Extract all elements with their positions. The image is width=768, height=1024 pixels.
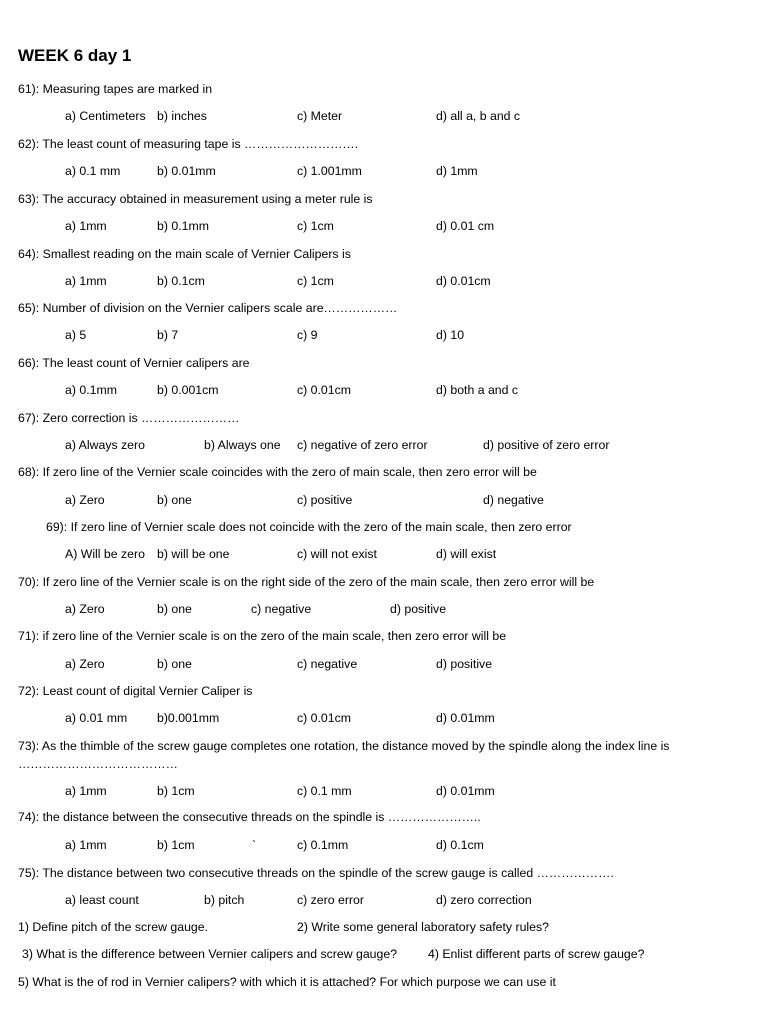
answer-option: b) 0.01mm — [157, 164, 216, 178]
answer-option: c) 9 — [297, 328, 318, 342]
answer-option: a) 1mm — [65, 838, 107, 852]
answer-option: c) 1cm — [297, 219, 334, 233]
short-question-5: 5) What is the of rod in Vernier calipers? with which it is attached? For which purpose we can use it — [18, 975, 556, 989]
question-67 — [18, 409, 753, 427]
answer-option: b) 7 — [157, 328, 179, 342]
page-title: WEEK 6 day 1 — [18, 46, 132, 65]
question-number: 64) — [18, 247, 36, 261]
question-66 — [18, 354, 753, 372]
answer-option: d) 0.1cm — [436, 838, 484, 852]
answer-option: b) 0.001cm — [157, 383, 219, 397]
answer-option: a) Zero — [65, 602, 105, 616]
answer-option: b) inches — [157, 109, 207, 123]
answer-option: a) Always zero — [65, 438, 145, 452]
question-text: : the distance between the consecutive threads on the spindle is ………………….. — [35, 810, 481, 824]
answer-option: c) negative — [251, 602, 312, 616]
question-text: : Number of division on the Vernier calipers scale are……………… — [35, 301, 398, 315]
answer-option: a) 5 — [65, 328, 87, 342]
answer-option: a) Centimeters — [65, 109, 146, 123]
question-text: : Zero correction is …………………… — [35, 411, 240, 425]
answer-option: c) will not exist — [297, 547, 377, 561]
question-text: : Smallest reading on the main scale of Vernier Calipers is — [35, 247, 351, 261]
question-68 — [18, 463, 753, 481]
answer-option: a) 1mm — [65, 219, 107, 233]
answer-option: d) positive — [436, 657, 493, 671]
question-text: : If zero line of Vernier scale does not coincide with the zero of the main scale, then zero error — [63, 520, 572, 534]
answer-option: d) positive — [390, 602, 447, 616]
answer-option: c) zero error — [297, 893, 364, 907]
answer-option: d) 0.01 cm — [436, 219, 495, 233]
answer-option: A) Will be zero — [65, 547, 145, 561]
answer-option: c) positive — [297, 493, 353, 507]
answer-option: b)0.001mm — [157, 711, 220, 725]
question-61 — [18, 80, 753, 98]
answer-option: c) Meter — [297, 109, 343, 123]
question-text: : Least count of digital Vernier Caliper is — [35, 684, 253, 698]
answer-option: c) negative of zero error — [297, 438, 428, 452]
question-text: : As the thimble of the screw gauge completes one rotation, the distance moved by the spindle along the index line is ………………………………… — [18, 739, 670, 771]
answer-option: a) 0.1 mm — [65, 164, 121, 178]
answer-option: b) one — [157, 602, 192, 616]
answer-option: d) will exist — [436, 547, 497, 561]
answer-option: a) 0.1mm — [65, 383, 117, 397]
answer-option: a) Zero — [65, 493, 105, 507]
question-number: 68) — [18, 465, 36, 479]
answer-option: a) Zero — [65, 657, 105, 671]
answer-option: d) positive of zero error — [483, 438, 610, 452]
short-question-1: 1) Define pitch of the screw gauge. — [18, 920, 209, 934]
answer-option: b) Always one — [204, 438, 281, 452]
question-number: 67) — [18, 411, 36, 425]
answer-option: ` — [252, 838, 257, 852]
answer-option: c) negative — [297, 657, 358, 671]
answer-option: c) 0.01cm — [297, 383, 351, 397]
answer-option: a) least count — [65, 893, 139, 907]
answer-option: c) 1.001mm — [297, 164, 362, 178]
answer-option: d) zero correction — [436, 893, 532, 907]
answer-option: b) 0.1cm — [157, 274, 205, 288]
question-62 — [18, 135, 753, 153]
answer-option: c) 0.1mm — [297, 838, 349, 852]
question-text: : The least count of measuring tape is ………………………. — [35, 137, 359, 151]
question-number: 65) — [18, 301, 36, 315]
short-question-2: 2) Write some general laboratory safety rules? — [297, 920, 549, 934]
question-75 — [18, 864, 753, 882]
question-text: : The least count of Vernier calipers are — [35, 356, 250, 370]
question-74 — [18, 808, 753, 826]
answer-option: c) 1cm — [297, 274, 334, 288]
answer-option: b) 1cm — [157, 838, 195, 852]
question-70 — [18, 573, 753, 591]
answer-option: d) 0.01cm — [436, 274, 491, 288]
question-text: : The accuracy obtained in measurement using a meter rule is — [35, 192, 373, 206]
answer-option: b) pitch — [204, 893, 245, 907]
answer-option: b) one — [157, 657, 192, 671]
question-text: : The distance between two consecutive threads on the spindle of the screw gauge is called ………………. — [35, 866, 614, 880]
answer-option: a) 1mm — [65, 784, 107, 798]
question-number: 66) — [18, 356, 36, 370]
question-number: 74) — [18, 810, 36, 824]
question-73 — [18, 737, 753, 773]
question-number: 61) — [18, 82, 36, 96]
short-question-4: 4) Enlist different parts of screw gauge? — [428, 947, 645, 961]
answer-option: d) 10 — [436, 328, 465, 342]
question-text: : If zero line of the Vernier scale is on the right side of the zero of the main scale, then zero error will be — [35, 575, 595, 589]
question-text: : Measuring tapes are marked in — [35, 82, 213, 96]
answer-option: b) one — [157, 493, 192, 507]
short-question-3: 3) What is the difference between Vernier calipers and screw gauge? — [22, 947, 398, 961]
answer-option: a) 1mm — [65, 274, 107, 288]
answer-option: a) 0.01 mm — [65, 711, 128, 725]
question-number: 72) — [18, 684, 36, 698]
question-number: 71) — [18, 629, 36, 643]
question-number: 73) — [18, 739, 36, 753]
question-number: 63) — [18, 192, 36, 206]
answer-option: c) 0.1 mm — [297, 784, 352, 798]
question-number: 75) — [18, 866, 36, 880]
question-number: 62) — [18, 137, 36, 151]
answer-option: d) negative — [483, 493, 544, 507]
answer-option: b) 1cm — [157, 784, 195, 798]
question-number: 69) — [46, 520, 64, 534]
question-text: : if zero line of the Vernier scale is on the zero of the main scale, then zero error will be — [35, 629, 507, 643]
answer-option: d) both a and c — [436, 383, 519, 397]
answer-option: d) 1mm — [436, 164, 478, 178]
question-69 — [46, 518, 768, 536]
question-64 — [18, 245, 753, 263]
answer-option: d) 0.01mm — [436, 784, 495, 798]
answer-option: b) 0.1mm — [157, 219, 209, 233]
question-71 — [18, 627, 753, 645]
answer-option: d) 0.01mm — [436, 711, 495, 725]
question-text: : If zero line of the Vernier scale coincides with the zero of main scale, then zero error will be — [35, 465, 537, 479]
answer-option: b) will be one — [157, 547, 230, 561]
question-63 — [18, 190, 753, 208]
question-72 — [18, 682, 753, 700]
answer-option: d) all a, b and c — [436, 109, 521, 123]
question-65 — [18, 299, 753, 317]
answer-option: c) 0.01cm — [297, 711, 351, 725]
question-number: 70) — [18, 575, 36, 589]
